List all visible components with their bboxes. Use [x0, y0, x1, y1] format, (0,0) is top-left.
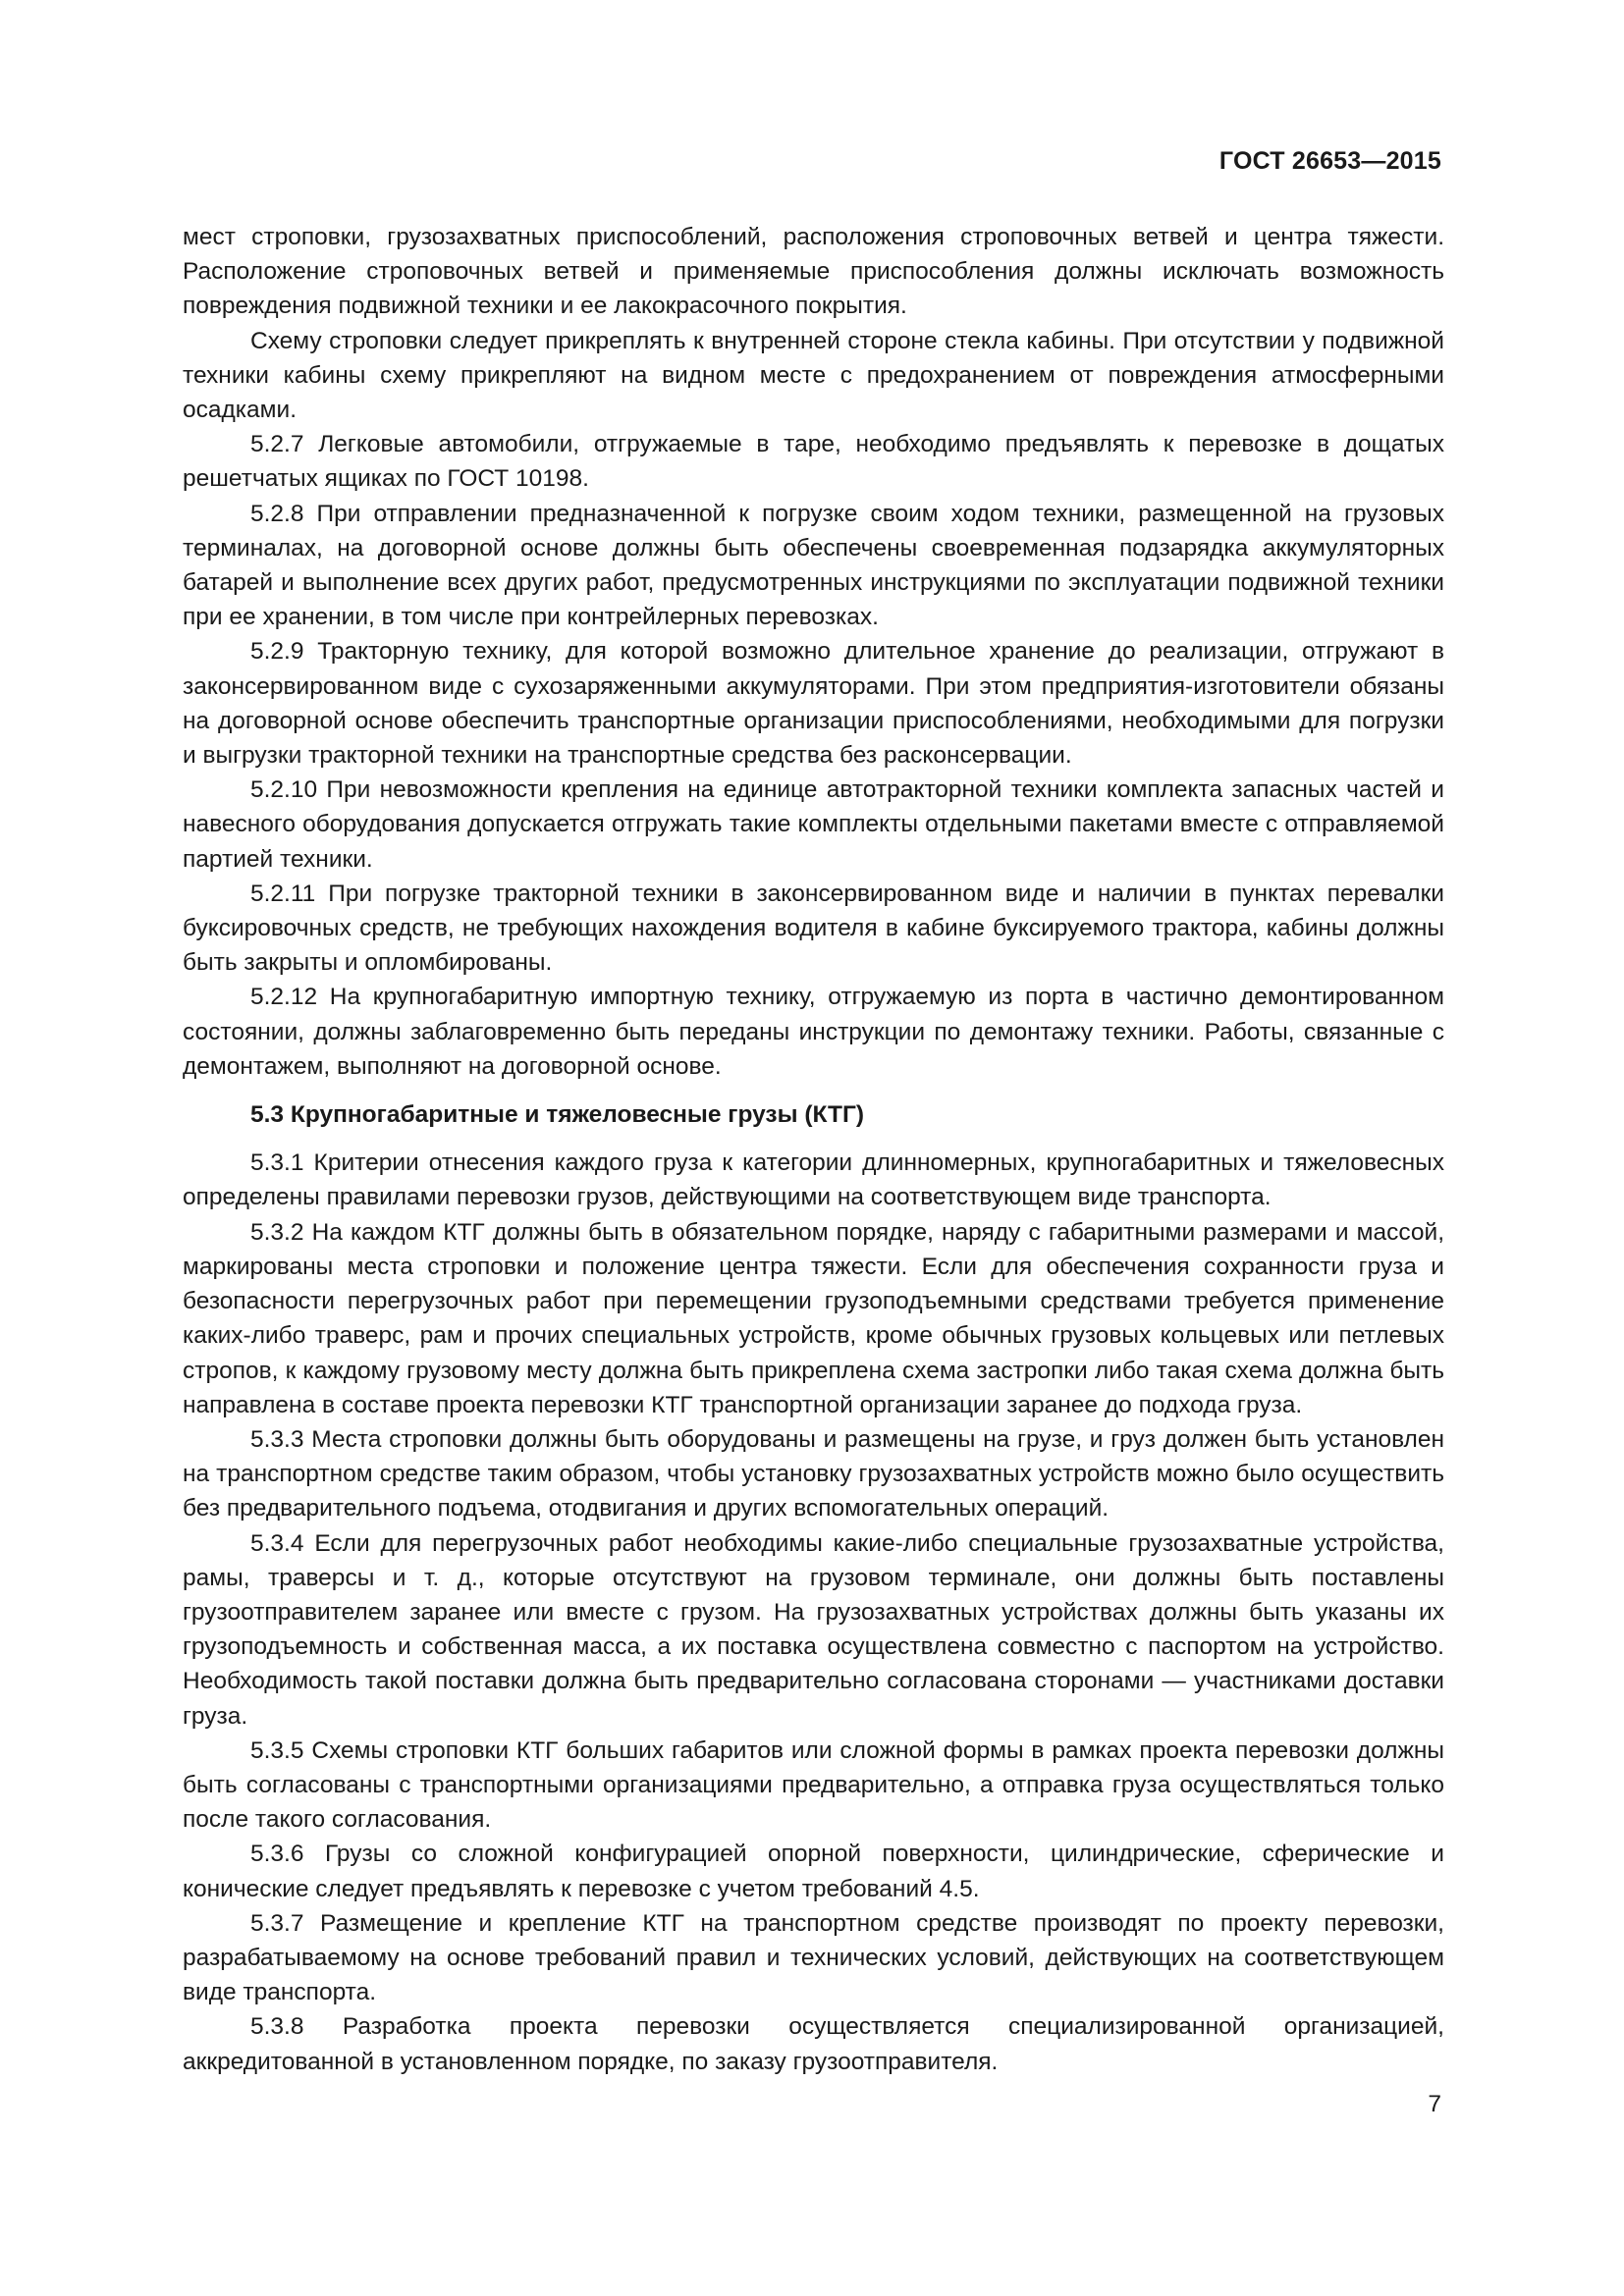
paragraph-5-2-9: 5.2.9 Тракторную технику, для которой возможно длительное хранение до реализации, отгружают в законсервированном виде с сухозаряженными аккумуляторами. При этом предприятия-изготовители обязаны на договорной основе обеспечить транспортные организации приспособлениями, необходимыми для погрузки и выгрузки тракторной техники на транспортные средства без расконсервации.: [183, 638, 1444, 770]
section-heading-5-3: 5.3 Крупногабаритные и тяжеловесные грузы (КТГ): [250, 1101, 865, 1129]
standard-designation: ГОСТ 26653—2015: [1218, 147, 1441, 175]
paragraph-5-3-5: 5.3.5 Схемы строповки КТГ больших габаритов или сложной формы в рамках проекта перевозки должны быть согласованы с транспортными организациями предварительно, а отправка груза осуществляться только после такого согласования.: [183, 1736, 1444, 1834]
paragraph-5-3-3: 5.3.3 Места строповки должны быть оборудованы и размещены на грузе, и груз должен быть установлен на транспортном средстве таким образом, чтобы установку грузозахватных устройств можно было осуществить без предварительного подъема, отодвигания и других вспомогательных операций.: [183, 1425, 1444, 1522]
paragraph: Схему строповки следует прикреплять к внутренней стороне стекла кабины. При отсутствии у подвижной техники кабины схему прикрепляют на видном месте с предохранением от повреждения атмосферными осадками.: [183, 327, 1444, 424]
paragraph: мест строповки, грузозахватных приспособлений, расположения строповочных ветвей и центра тяжести. Расположение строповочных ветвей и применяемые приспособления должны исключать возможность повреждения подвижной техники и ее лакокрасочного покрытия.: [183, 224, 1444, 320]
paragraph-5-2-8: 5.2.8 При отправлении предназначенной к погрузке своим ходом техники, размещенной на грузовых терминалах, на договорной основе должны быть обеспечены своевременная подзарядка аккумуляторных батарей и выполнение всех других работ, предусмотренных инструкциями по эксплуатации подвижной техники при ее хранении, в том числе при контрейлерных перевозках.: [183, 500, 1444, 631]
paragraph-5-3-6: 5.3.6 Грузы со сложной конфигурацией опорной поверхности, цилиндрические, сферические и конические следует предъявлять к перевозке с учетом требований 4.5.: [183, 1841, 1444, 1902]
page-number: 7: [1428, 2091, 1441, 2117]
paragraph-5-2-10: 5.2.10 При невозможности крепления на единице автотракторной техники комплекта запасных частей и навесного оборудования допускается отгружать такие комплекты отдельными пакетами вместе с отправляемой партией техники.: [183, 776, 1444, 873]
paragraph-5-3-4: 5.3.4 Если для перегрузочных работ необходимы какие-либо специальные грузозахватные устройства, рамы, траверсы и т. д., которые отсутствуют на грузовом терминале, они должны быть поставлены грузоотправителем заранее или вместе с грузом. На грузозахватных устройствах должны быть указаны их грузоподъемность и собственная масса, а их поставка осуществлена совместно с паспортом на устройство. Необходимость такой поставки должна быть предварительно согласована сторонами — участниками доставки груза.: [183, 1529, 1444, 1730]
paragraph-5-3-7: 5.3.7 Размещение и крепление КТГ на транспортном средстве производят по проекту перевозки, разрабатываемому на основе требований правил и технических условий, действующих на соответствующем виде транспорта.: [183, 1909, 1444, 2006]
body-text: [183, 220, 1444, 2079]
paragraph-5-2-11: 5.2.11 При погрузке тракторной техники в законсервированном виде и наличии в пунктах перевалки буксировочных средств, не требующих нахождения водителя в кабине буксируемого трактора, кабины должны быть закрыты и опломбированы.: [183, 880, 1444, 977]
paragraph-5-2-7: 5.2.7 Легковые автомобили, отгружаемые в таре, необходимо предъявлять к перевозке в дощатых решетчатых ящиках по ГОСТ 10198.: [183, 431, 1444, 493]
paragraph-5-2-12: 5.2.12 На крупногабаритную импортную технику, отгружаемую из порта в частично демонтированном состоянии, должны заблаговременно быть переданы инструкции по демонтажу техники. Работы, связанные с демонтажем, выполняют на договорной основе.: [183, 984, 1444, 1080]
paragraph-5-3-1: 5.3.1 Критерии отнесения каждого груза к категории длинномерных, крупногабаритных и тяжеловесных определены правилами перевозки грузов, действующими на соответствующем виде транспорта.: [183, 1149, 1444, 1211]
paragraph-5-3-2: 5.3.2 На каждом КТГ должны быть в обязательном порядке, наряду с габаритными размерами и массой, маркированы места строповки и положение центра тяжести. Если для обеспечения сохранности груза и безопасности перегрузочных работ при перемещении грузоподъемными средствами требуется применение каких-либо траверс, рам и прочих специальных устройств, кроме обычных грузовых кольцевых или петлевых стропов, к каждому грузовому месту должна быть прикреплена схема застропки либо такая схема должна быть направлена в составе проекта перевозки КТГ транспортной организации заранее до подхода груза.: [183, 1218, 1444, 1418]
paragraph-5-3-8: 5.3.8 Разработка проекта перевозки осуществляется специализированной организацией, аккредитованной в установленном порядке, по заказу грузоотправителя.: [183, 2013, 1444, 2075]
